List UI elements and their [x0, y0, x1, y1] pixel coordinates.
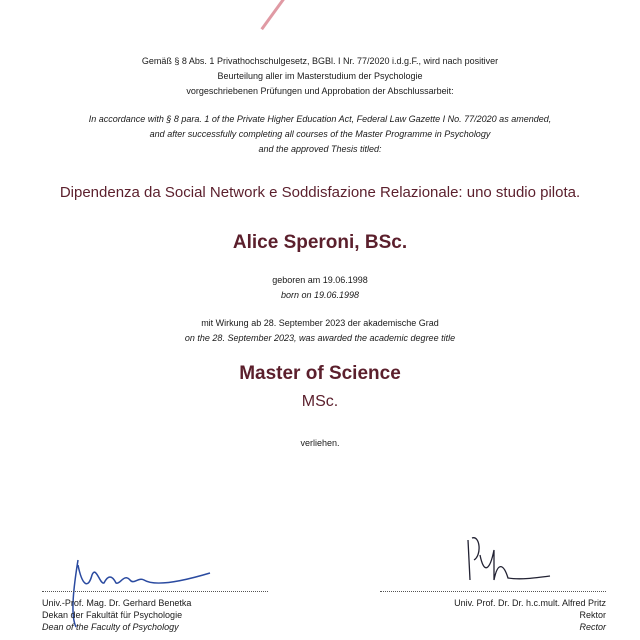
- intro-de-1: Gemäß § 8 Abs. 1 Privathochschulgesetz, BGBl. I Nr. 77/2020 i.d.g.F., wird nach positiver: [141, 56, 499, 66]
- rector-signature-line: [380, 591, 606, 592]
- decorative-stroke: [260, 0, 286, 30]
- dean-block: [42, 597, 191, 633]
- rector-role-en: Rector: [579, 622, 606, 632]
- born-en: born on 19.06.1998: [280, 290, 360, 300]
- effective-de: mit Wirkung ab 28. September 2023 der akademische Grad: [201, 318, 439, 328]
- rector-signature: [460, 530, 560, 590]
- dean-role-en: Dean of the Faculty of Psychology: [42, 622, 179, 632]
- dean-name: Univ.-Prof. Mag. Dr. Gerhard Benetka: [42, 598, 192, 608]
- effective-en: on the 28. September 2023, was awarded the academic degree title: [184, 333, 456, 343]
- intro-de-2: Beurteilung aller im Masterstudium der Psychologie: [217, 71, 423, 81]
- degree-abbreviation: MSc.: [301, 393, 339, 410]
- intro-en-1: In accordance with § 8 para. 1 of the Private Higher Education Act, Federal Law Gazette I No. 77/2020 as amended,: [88, 114, 552, 124]
- intro-de-3: vorgeschriebenen Prüfungen und Approbation der Abschlussarbeit:: [186, 86, 454, 96]
- intro-en-2: and after successfully completing all courses of the Master Programme in Psychology: [149, 129, 491, 139]
- dean-role-de: Dekan der Fakultät für Psychologie: [42, 610, 183, 620]
- born-de: geboren am 19.06.1998: [272, 275, 368, 285]
- rector-role-de: Rektor: [579, 610, 606, 620]
- degree-title: Master of Science: [239, 363, 401, 384]
- dean-signature-line: [42, 591, 268, 592]
- conferred-text: verliehen.: [300, 438, 340, 448]
- thesis-title: Dipendenza da Social Network e Soddisfazione Relazionale: uno studio pilota.: [59, 184, 581, 201]
- graduate-name: Alice Speroni, BSc.: [232, 232, 408, 253]
- intro-en-3: and the approved Thesis titled:: [258, 144, 382, 154]
- rector-name: Univ. Prof. Dr. Dr. h.c.mult. Alfred Pritz: [454, 598, 606, 608]
- rector-block: [454, 597, 606, 633]
